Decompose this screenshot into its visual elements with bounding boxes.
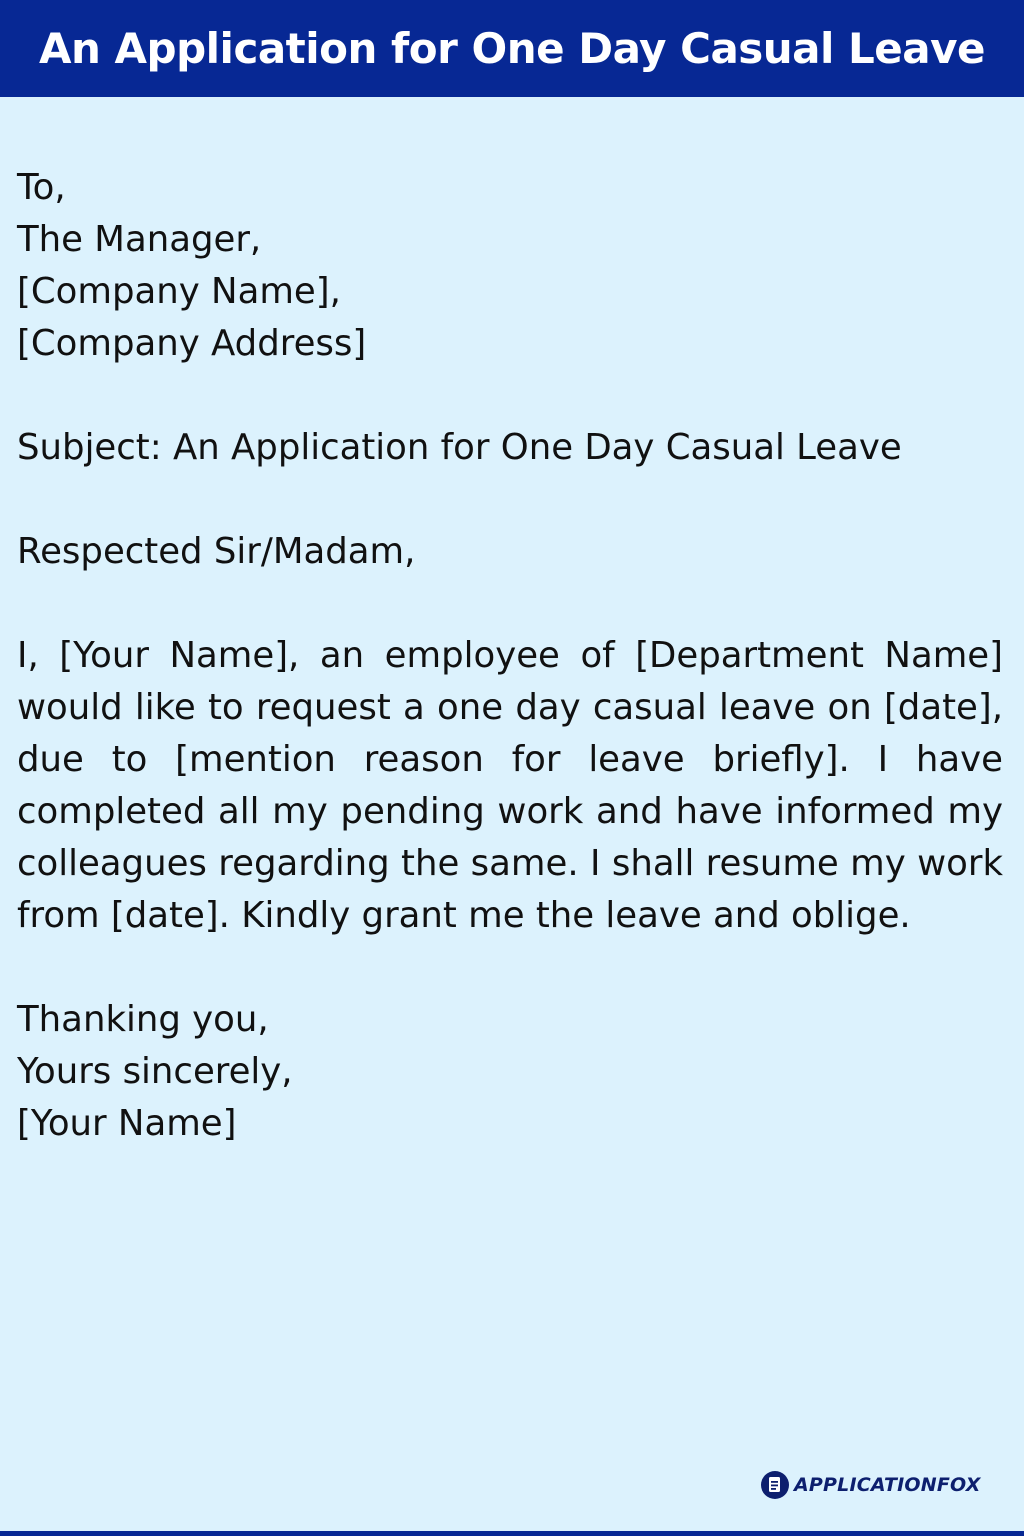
letter-closing-thanks: Thanking you, [17, 999, 269, 1040]
page-header [0, 0, 1024, 97]
letter-signature: [Your Name] [17, 1103, 237, 1144]
letter-to: To, [17, 167, 66, 208]
letter-recipient: The Manager, [17, 219, 262, 260]
letter-subject: Subject: An Application for One Day Casual Leave [17, 427, 902, 468]
page-title: An Application for One Day Casual Leave [38, 24, 985, 73]
letter-content [17, 162, 1003, 1150]
letter-company-name: [Company Name], [17, 271, 341, 312]
letter-closing-sign: Yours sincerely, [17, 1051, 293, 1092]
brand-logo [760, 1468, 981, 1502]
document-icon [760, 1470, 790, 1500]
bottom-bar [0, 1531, 1024, 1536]
letter-salutation: Respected Sir/Madam, [17, 531, 416, 572]
letter-body: I, [Your Name], an employee of [Department Name] would like to request a one day casual leave on [date], due to [mention reason for leave briefly]. I have completed all my pending work and have informed my colleagues regarding the same. I shall resume my work from [date]. Kindly grant me the leave and oblige. [17, 635, 1003, 936]
letter-company-address: [Company Address] [17, 323, 367, 364]
brand-logo-text: APPLICATIONFOX [794, 1474, 981, 1496]
